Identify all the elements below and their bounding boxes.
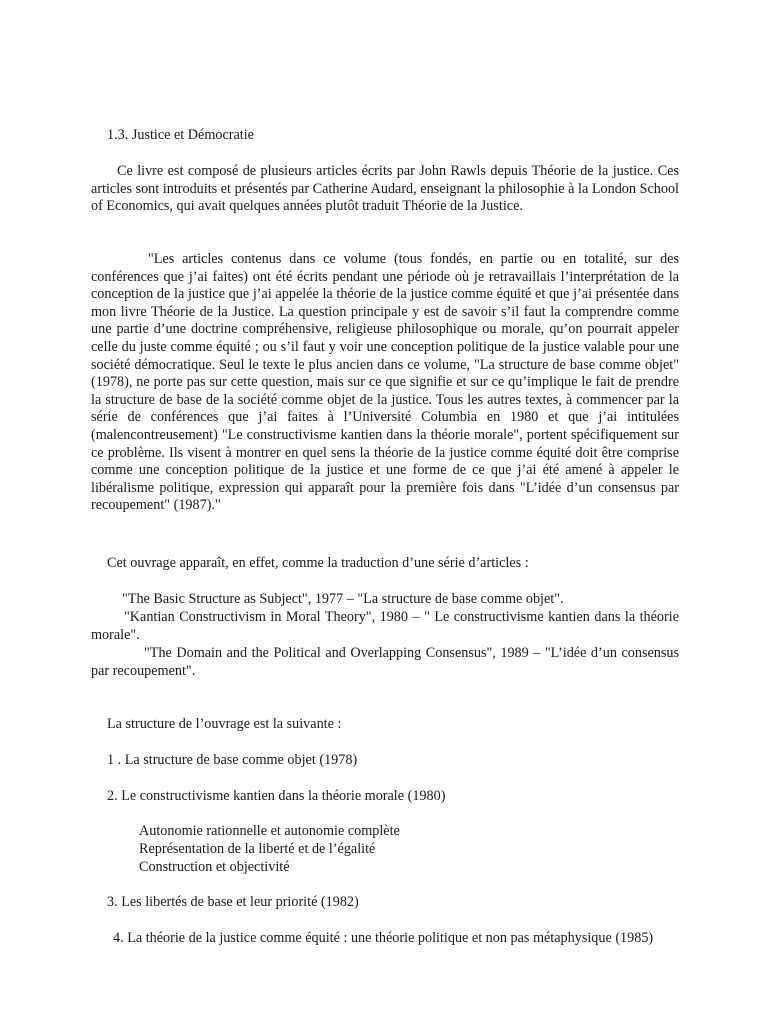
- intro-paragraph: Ce livre est composé de plusieurs articles écrits par John Rawls depuis Théorie de la justice. Ces articles sont introduits et présentés par Catherine Audard, enseignant la philosophie à la London School of Economics, qui avait quelques années plutôt traduit Théorie de la Justice.: [91, 163, 679, 215]
- section-heading: 1.3. Justice et Démocratie: [107, 127, 254, 143]
- chapter-subitem: Représentation de la liberté et de l’égalité: [139, 841, 376, 857]
- structure-intro: La structure de l’ouvrage est la suivante :: [107, 716, 342, 732]
- translation-item: "Kantian Constructivism in Moral Theory", 1980 – " Le constructivisme kantien dans la théorie morale".: [91, 609, 679, 643]
- chapter-item: 2. Le constructivisme kantien dans la théorie morale (1980): [107, 788, 446, 804]
- chapter-item: 4. La théorie de la justice comme équité : une théorie politique et non pas métaphysique (1985): [113, 930, 654, 946]
- translation-intro: Cet ouvrage apparaît, en effet, comme la traduction d’une série d’articles :: [107, 555, 529, 571]
- quote-paragraph: "Les articles contenus dans ce volume (tous fondés, en partie ou en totalité, sur des conférences que j’ai faites) ont été écrits pendant une période où je retravaillais l’interprétation de la conception de la justice que j’ai appelée la théorie de la justice comme équité et que j’ai présentée dans mon livre Théorie de la Justice. La question principale y est de savoir s’il faut la comprendre comme une partie d’une doctrine compréhensive, religieuse philosophique ou morale, qu’on pourrait appeler celle du juste comme équité ; ou s’il faut y voir une conception politique de la justice valable pour une société démocratique. Seul le texte le plus ancien dans ce volume, "La structure de base comme objet" (1978), ne porte pas sur cette question, mais sur ce que signifie et sur ce qu’implique le fait de prendre la structure de base de la société comme objet de la justice. Tous les autres textes, à commencer par la série de conférences que j’ai faites à l’Université Columbia en 1980 et que j’ai intitulées (malencontreusement) "Le constructivisme kantien dans la théorie morale", portent spécifiquement sur ce problème. Ils visent à montrer en quel sens la théorie de la justice comme équité doit être comprise comme une conception politique de la justice et une forme de ce que j’ai été amené à appeler le libéralisme politique, expression qui apparaît pour la première fois dans "L’idée d’un consensus par recoupement" (1987).": [91, 251, 679, 514]
- translation-item: "The Domain and the Political and Overlapping Consensus", 1989 – "L’idée d’un consensus par recoupement".: [91, 645, 679, 679]
- translation-item: "The Basic Structure as Subject", 1977 – "La structure de base comme objet".: [122, 591, 564, 607]
- chapter-item: 3. Les libertés de base et leur priorité (1982): [107, 894, 359, 910]
- chapter-subitem: Construction et objectivité: [139, 859, 290, 875]
- chapter-subitem: Autonomie rationnelle et autonomie complète: [139, 823, 400, 839]
- chapter-item: 1 . La structure de base comme objet (1978): [107, 752, 358, 768]
